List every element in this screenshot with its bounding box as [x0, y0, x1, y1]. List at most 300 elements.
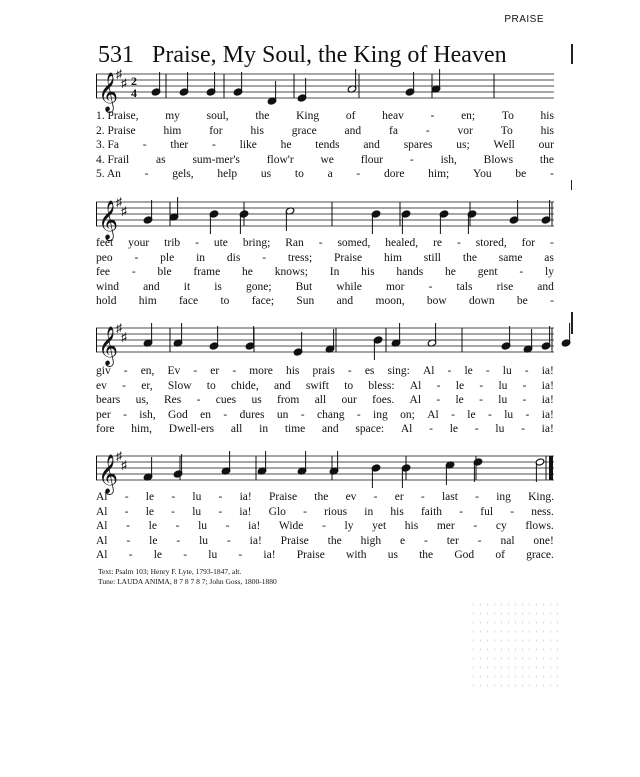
- hymn-title: Praise, My Soul, the King of Heaven: [152, 42, 507, 68]
- lyric-syllable: To: [500, 124, 513, 137]
- lyric-syllable: -: [447, 365, 452, 377]
- lyric-syllable: he: [242, 266, 253, 278]
- lyric-syllable: er,: [141, 379, 153, 392]
- lyric-syllable: en: [200, 408, 211, 421]
- lyrics-block-2: [96, 236, 554, 309]
- lyric-syllable: Al: [96, 491, 108, 503]
- lyric-syllable: rious: [324, 505, 348, 518]
- lyric-syllable: bless:: [368, 379, 395, 392]
- lyric-syllable: Praise: [280, 534, 309, 547]
- lyric-syllable: us: [251, 394, 262, 406]
- lyric-syllable: lu: [498, 394, 508, 406]
- lyrics-block-4: [96, 490, 554, 563]
- lyric-syllable: -: [144, 168, 149, 180]
- lyric-syllable: lu: [504, 408, 514, 421]
- lyric-syllable: ly: [344, 520, 354, 532]
- lyric-syllable: lu: [495, 423, 505, 435]
- sharp-icon: ♯: [121, 330, 127, 344]
- lyric-syllable: -: [428, 280, 433, 293]
- staff-system-4: [96, 448, 554, 496]
- lyric-syllable: -: [175, 520, 180, 532]
- lyric-syllable: -: [423, 534, 428, 547]
- lyric-syllable: faith: [420, 505, 443, 518]
- lyric-line: [96, 265, 554, 280]
- lyric-syllable: Glo: [268, 505, 286, 518]
- lyric-syllable: still: [423, 251, 442, 264]
- lyric-syllable: un: [276, 408, 289, 421]
- sharp-icon: ♯: [116, 321, 122, 335]
- lyric-syllable: ev: [96, 379, 107, 392]
- lyric-syllable: le: [145, 491, 155, 503]
- lyric-syllable: -: [519, 266, 524, 278]
- lyric-syllable: -: [212, 139, 216, 151]
- lyric-syllable: -: [456, 237, 461, 249]
- lyric-syllable: lu: [208, 549, 218, 561]
- lyric-syllable: soul,: [206, 110, 229, 122]
- lyric-syllable: sing:: [387, 365, 410, 377]
- lyric-syllable: ble: [157, 266, 172, 278]
- lyric-syllable: all: [230, 423, 243, 435]
- lyric-syllable: -: [487, 408, 492, 421]
- lyric-syllable: bring;: [242, 237, 271, 249]
- lyric-syllable: Blows: [483, 153, 514, 166]
- lyric-syllable: ia!: [541, 394, 554, 406]
- lyric-syllable: In: [329, 266, 340, 278]
- lyric-syllable: cues: [215, 394, 237, 406]
- lyric-syllable: frame: [193, 266, 221, 278]
- lyric-syllable: e: [399, 534, 406, 547]
- lyric-syllable: lu: [199, 534, 209, 547]
- lyric-syllable: Praise: [296, 549, 325, 561]
- lyric-syllable: -: [223, 408, 228, 421]
- lyric-syllable: -: [124, 491, 129, 503]
- lyric-syllable: dis: [226, 251, 241, 264]
- lyric-syllable: for: [521, 237, 536, 249]
- hymn-number: 531: [98, 42, 134, 68]
- lyric-syllable: -: [142, 139, 147, 151]
- lyric-syllable: heav: [382, 110, 404, 122]
- margin-mark: [571, 44, 573, 64]
- lyric-syllable: 5. An: [96, 168, 121, 180]
- lyric-syllable: Al: [96, 520, 108, 532]
- lyric-syllable: -: [430, 110, 435, 122]
- lyric-syllable: -: [549, 237, 554, 249]
- lyric-line: [96, 548, 554, 563]
- lyric-line: [96, 364, 554, 379]
- lyric-syllable: more: [249, 365, 273, 377]
- sharp-icon: ♯: [116, 67, 122, 81]
- lyric-syllable: -: [300, 408, 305, 421]
- lyric-syllable: for: [209, 124, 223, 137]
- lyric-syllable: a: [327, 168, 333, 180]
- lyric-syllable: like: [239, 139, 257, 151]
- lyric-syllable: You: [473, 168, 492, 180]
- lyric-syllable: cy: [495, 520, 507, 532]
- margin-mark: [571, 312, 573, 334]
- lyric-syllable: bears: [96, 394, 121, 406]
- lyric-syllable: ing: [373, 408, 388, 421]
- lyric-syllable: -: [318, 237, 323, 249]
- lyric-syllable: -: [475, 491, 479, 503]
- lyric-syllable: feet: [96, 237, 114, 249]
- treble-clef-icon: 𝄞: [98, 72, 119, 112]
- lyric-syllable: his: [404, 520, 419, 532]
- lyric-syllable: Well: [493, 139, 515, 151]
- text-credit: Text: Psalm 103; Henry F. Lyte, 1793-1847, alt.: [98, 567, 242, 576]
- lyric-syllable: -: [176, 534, 181, 547]
- lyric-syllable: one!: [533, 534, 554, 547]
- lyric-syllable: King: [296, 110, 320, 122]
- sharp-icon: ♯: [116, 195, 122, 209]
- lyric-syllable: 1. Praise,: [96, 110, 139, 122]
- lyric-syllable: wind: [96, 280, 119, 293]
- lyric-syllable: and: [363, 139, 380, 151]
- lyrics-block-3: [96, 364, 554, 437]
- lyric-syllable: gone;: [245, 280, 272, 293]
- lyric-syllable: 3. Fa: [96, 139, 119, 151]
- lyric-syllable: mor: [385, 280, 405, 293]
- lyric-syllable: -: [195, 237, 199, 249]
- lyric-syllable: vor: [457, 124, 473, 137]
- lyric-syllable: ish,: [440, 153, 457, 166]
- lyric-syllable: ia!: [239, 505, 252, 518]
- lyric-syllable: To: [501, 110, 514, 122]
- lyric-syllable: prais: [312, 365, 335, 377]
- lyric-syllable: 2. Praise: [96, 124, 136, 137]
- lyric-syllable: our: [341, 394, 357, 406]
- lyric-syllable: -: [524, 365, 529, 377]
- lyric-syllable: -: [171, 505, 176, 518]
- lyric-line: [96, 393, 554, 408]
- lyric-syllable: ev: [345, 491, 357, 503]
- lyric-syllable: -: [356, 168, 361, 180]
- lyric-syllable: King.: [528, 491, 554, 503]
- lyric-syllable: his: [390, 505, 404, 518]
- lyric-syllable: last: [441, 491, 458, 503]
- lyric-syllable: -: [522, 379, 527, 392]
- lyric-syllable: tends: [315, 139, 340, 151]
- lyric-syllable: stored,: [475, 237, 507, 249]
- lyric-syllable: fee: [96, 266, 111, 278]
- lyric-syllable: le: [455, 394, 464, 406]
- lyric-syllable: -: [479, 379, 484, 392]
- lyric-syllable: Al: [96, 549, 108, 561]
- lyric-syllable: Ran: [285, 237, 304, 249]
- lyric-syllable: chang: [316, 408, 345, 421]
- lyric-line: [96, 519, 554, 534]
- lyric-line: [96, 167, 554, 182]
- lyric-syllable: -: [226, 534, 231, 547]
- lyric-syllable: be: [516, 295, 528, 307]
- lyric-syllable: healed,: [385, 237, 419, 249]
- lyric-line: [96, 153, 554, 168]
- lyric-syllable: his: [361, 266, 375, 278]
- lyric-syllable: and: [344, 124, 362, 137]
- lyric-syllable: -: [262, 251, 267, 264]
- lyric-syllable: him,: [131, 423, 153, 435]
- lyric-syllable: -: [409, 153, 414, 166]
- lyric-syllable: -: [373, 491, 378, 503]
- lyric-syllable: -: [123, 408, 127, 421]
- lyric-syllable: be: [515, 168, 527, 180]
- lyric-syllable: rise: [496, 280, 514, 293]
- lyric-syllable: high: [360, 534, 382, 547]
- lyric-syllable: -: [451, 408, 455, 421]
- lyric-syllable: -: [522, 394, 527, 406]
- lyric-syllable: and: [537, 280, 554, 293]
- lyric-syllable: -: [436, 394, 441, 406]
- lyric-syllable: help: [217, 168, 238, 180]
- lyric-syllable: us: [260, 168, 272, 180]
- lyric-syllable: -: [131, 266, 136, 278]
- lyric-syllable: from: [277, 394, 300, 406]
- lyric-syllable: Al: [409, 379, 422, 392]
- lyric-syllable: le: [149, 534, 158, 547]
- lyric-syllable: ia!: [541, 423, 554, 435]
- lyric-syllable: fore: [96, 423, 115, 435]
- lyric-syllable: ia!: [541, 365, 554, 377]
- lyric-syllable: Al: [409, 394, 422, 406]
- lyric-syllable: lu: [498, 379, 508, 392]
- lyric-syllable: But: [295, 280, 313, 293]
- lyric-syllable: moon,: [375, 295, 405, 307]
- lyric-syllable: er: [210, 365, 220, 377]
- lyric-syllable: him: [138, 295, 157, 307]
- lyric-syllable: tals: [456, 280, 473, 293]
- lyric-syllable: the: [314, 491, 329, 503]
- lyric-syllable: flour: [360, 153, 384, 166]
- lyric-syllable: fa: [389, 124, 398, 137]
- lyric-syllable: -: [225, 520, 230, 532]
- staff-system-1: [96, 66, 554, 114]
- lyric-syllable: same: [498, 251, 523, 264]
- lyric-syllable: Slow: [167, 379, 192, 392]
- lyric-line: [96, 294, 554, 309]
- lyric-syllable: him: [163, 124, 182, 137]
- lyric-syllable: Praise: [268, 491, 298, 503]
- lyric-syllable: re: [433, 237, 443, 249]
- lyric-syllable: ter: [446, 534, 459, 547]
- lyric-line: [96, 109, 554, 124]
- lyric-syllable: -: [521, 423, 525, 435]
- lyric-syllable: Al: [427, 408, 439, 421]
- lyric-syllable: -: [124, 505, 129, 518]
- lyric-syllable: le: [153, 549, 163, 561]
- staff-system-2: [96, 194, 554, 242]
- lyric-syllable: trib: [164, 237, 181, 249]
- lyric-syllable: tress;: [287, 251, 313, 264]
- lyric-syllable: Res: [164, 394, 182, 406]
- scan-noise: [470, 600, 560, 690]
- lyric-syllable: space:: [355, 423, 385, 435]
- sharp-icon: ♯: [121, 204, 127, 218]
- lyric-syllable: to: [220, 295, 230, 307]
- lyric-syllable: -: [549, 168, 554, 180]
- lyric-syllable: Al: [96, 534, 108, 547]
- lyric-syllable: -: [425, 124, 430, 137]
- tune-credit: Tune: LAUDA ANIMA, 8 7 8 7 8 7; John Goss, 1800-1880: [98, 576, 277, 586]
- lyric-syllable: while: [336, 280, 362, 293]
- lyric-syllable: ful: [480, 505, 494, 518]
- lyric-syllable: -: [171, 491, 176, 503]
- lyric-syllable: -: [126, 534, 131, 547]
- lyric-syllable: we: [320, 153, 334, 166]
- lyric-syllable: le: [455, 379, 465, 392]
- time-signature-top: 2: [131, 74, 137, 88]
- lyric-syllable: down: [469, 295, 495, 307]
- lyric-syllable: our: [538, 139, 554, 151]
- lyric-syllable: spares: [403, 139, 433, 151]
- lyric-syllable: with: [346, 549, 367, 561]
- lyric-syllable: time: [284, 423, 306, 435]
- lyric-syllable: en,: [140, 365, 155, 377]
- lyric-syllable: ia!: [541, 379, 554, 392]
- lyric-syllable: he: [445, 266, 456, 278]
- lyric-syllable: him;: [428, 168, 450, 180]
- lyric-syllable: to: [206, 379, 216, 392]
- treble-clef-icon: 𝄞: [98, 200, 119, 240]
- lyric-syllable: to: [344, 379, 354, 392]
- lyric-syllable: ute: [213, 237, 228, 249]
- lyric-line: [96, 490, 554, 505]
- lyric-syllable: to: [294, 168, 304, 180]
- lyric-line: [96, 408, 554, 423]
- lyric-syllable: per: [96, 408, 111, 421]
- lyric-syllable: gels,: [172, 168, 194, 180]
- lyric-syllable: his: [540, 124, 554, 137]
- lyric-syllable: -: [134, 251, 139, 264]
- lyric-syllable: face: [178, 295, 199, 307]
- lyric-syllable: ia!: [249, 534, 262, 547]
- lyric-syllable: Dwell-ers: [168, 423, 215, 435]
- lyric-syllable: dore: [384, 168, 405, 180]
- lyric-syllable: peo: [96, 251, 113, 264]
- lyric-syllable: -: [218, 505, 223, 518]
- lyric-syllable: somed,: [337, 237, 371, 249]
- lyric-syllable: -: [123, 365, 128, 377]
- lyric-syllable: us;: [456, 139, 470, 151]
- lyric-syllable: 4. Frail: [96, 153, 130, 166]
- lyric-syllable: nal: [500, 534, 515, 547]
- lyric-syllable: in: [364, 505, 374, 518]
- lyric-line: [96, 422, 554, 437]
- lyric-syllable: grace: [291, 124, 317, 137]
- lyric-syllable: chide,: [231, 379, 259, 392]
- lyric-syllable: yet: [372, 520, 387, 532]
- lyric-syllable: gent: [477, 266, 498, 278]
- lyric-syllable: dures: [239, 408, 265, 421]
- lyric-line: [96, 280, 554, 295]
- lyric-syllable: le: [449, 423, 459, 435]
- lyric-syllable: the: [327, 534, 342, 547]
- lyric-syllable: knows;: [274, 266, 308, 278]
- lyric-syllable: -: [420, 491, 425, 503]
- lyric-syllable: ple: [160, 251, 175, 264]
- lyric-syllable: -: [128, 549, 133, 561]
- lyric-syllable: ia!: [541, 408, 554, 421]
- lyric-syllable: Ev: [167, 365, 181, 377]
- lyric-syllable: ly: [545, 266, 554, 278]
- lyric-syllable: of: [345, 110, 356, 122]
- lyric-syllable: er: [394, 491, 404, 503]
- lyric-line: [96, 124, 554, 139]
- lyric-syllable: -: [436, 379, 441, 392]
- lyric-syllable: God: [167, 408, 188, 421]
- lyric-syllable: of: [495, 549, 505, 561]
- lyric-syllable: hands: [396, 266, 424, 278]
- lyric-syllable: le: [467, 408, 476, 421]
- lyric-syllable: Al: [400, 423, 413, 435]
- lyric-line: [96, 138, 554, 153]
- lyric-syllable: -: [303, 505, 307, 518]
- final-barline: [549, 456, 553, 480]
- lyric-syllable: lu: [502, 365, 512, 377]
- lyric-line: [96, 236, 554, 251]
- lyric-syllable: his: [250, 124, 264, 137]
- lyric-syllable: all: [314, 394, 327, 406]
- lyric-syllable: ia!: [263, 549, 276, 561]
- lyric-syllable: Al: [96, 505, 108, 518]
- sharp-icon: ♯: [116, 449, 122, 463]
- lyric-syllable: it: [183, 280, 191, 293]
- lyric-syllable: -: [347, 365, 352, 377]
- lyric-line: [96, 251, 554, 266]
- lyric-syllable: grace.: [526, 549, 554, 561]
- lyric-syllable: flow'r: [266, 153, 294, 166]
- lyric-syllable: -: [193, 365, 198, 377]
- lyric-syllable: -: [218, 491, 223, 503]
- lyric-syllable: lu: [198, 520, 208, 532]
- lyric-syllable: he: [280, 139, 292, 151]
- lyric-line: [96, 379, 554, 394]
- lyric-syllable: is: [214, 280, 222, 293]
- lyric-syllable: -: [459, 505, 464, 518]
- lyric-syllable: -: [477, 534, 482, 547]
- lyrics-block-1: [96, 109, 554, 182]
- lyric-syllable: ia!: [239, 491, 252, 503]
- lyric-syllable: ing: [496, 491, 511, 503]
- lyric-syllable: us: [387, 549, 398, 561]
- lyric-syllable: -: [485, 365, 490, 377]
- treble-clef-icon: 𝄞: [98, 326, 119, 366]
- lyric-syllable: -: [322, 520, 326, 532]
- lyric-syllable: in: [259, 423, 269, 435]
- lyric-syllable: lu: [192, 505, 202, 518]
- time-signature-bottom: 4: [131, 86, 137, 100]
- lyric-syllable: as: [156, 153, 166, 166]
- sharp-icon: ♯: [121, 76, 127, 90]
- lyric-syllable: the: [255, 110, 270, 122]
- lyric-syllable: lu: [192, 491, 202, 503]
- lyric-syllable: -: [474, 423, 479, 435]
- lyric-syllable: us,: [135, 394, 149, 406]
- lyric-syllable: God: [454, 549, 475, 561]
- lyric-syllable: ish,: [139, 408, 156, 421]
- lyric-syllable: -: [550, 295, 554, 307]
- lyric-syllable: my: [165, 110, 180, 122]
- lyric-syllable: swift: [305, 379, 329, 392]
- lyric-syllable: ness.: [531, 505, 554, 518]
- lyric-syllable: -: [429, 423, 433, 435]
- lyric-syllable: flows.: [525, 520, 554, 532]
- credits: [98, 567, 277, 586]
- lyric-syllable: -: [183, 549, 188, 561]
- lyric-syllable: sum-mer's: [192, 153, 240, 166]
- lyric-syllable: -: [525, 408, 530, 421]
- treble-clef-icon: 𝄞: [98, 454, 119, 494]
- lyric-syllable: as: [544, 251, 554, 264]
- lyric-syllable: es: [364, 365, 375, 377]
